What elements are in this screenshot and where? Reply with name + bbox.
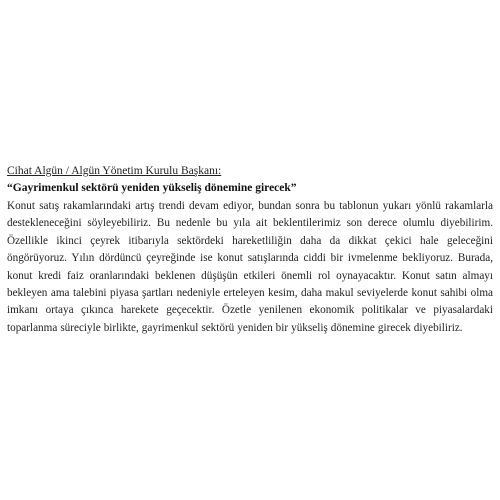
headline: “Gayrimenkul sektörü yeniden yükseliş dönemine girecek” xyxy=(7,182,297,194)
body-paragraph: Konut satış rakamlarındaki artış trendi devam ediyor, bundan sonra bu tablonun yukarı yönlü rakamlarla destekleneceğini söyleyebiliriz. Bu nedenle bu yıla ait beklentilerimiz son derece olumlu diyebilirim. Özellikle ikinci çeyrek itibarıyla sektördeki hareketliliğin daha da dikkat çekici hale geleceğini öngörüyoruz. Yılın dördüncü çeyreğinde ise konut satışlarında ciddi bir ivmelenme bekliyoruz. Burada, konut kredi faiz oranlarındaki beklenen düşüşün etkileri önemli rol oynayacaktır. Konut satın almayı bekleyen ama talebini piyasa şartları nedeniyle erteleyen kesim, daha makul seviyelerde konut sahibi olma imkanı ortaya çıkınca harekete geçecektir. Özetle yenilenen ekonomik politikalar ve piyasalardaki toparlanma süreciyle birlikte, gayrimenkul sektörü yeniden bir yükseliş dönemine girecek diyebiliriz. xyxy=(7,200,493,334)
document-page xyxy=(7,164,493,337)
author-line: Cihat Algün / Algün Yönetim Kurulu Başkanı: xyxy=(7,165,222,177)
